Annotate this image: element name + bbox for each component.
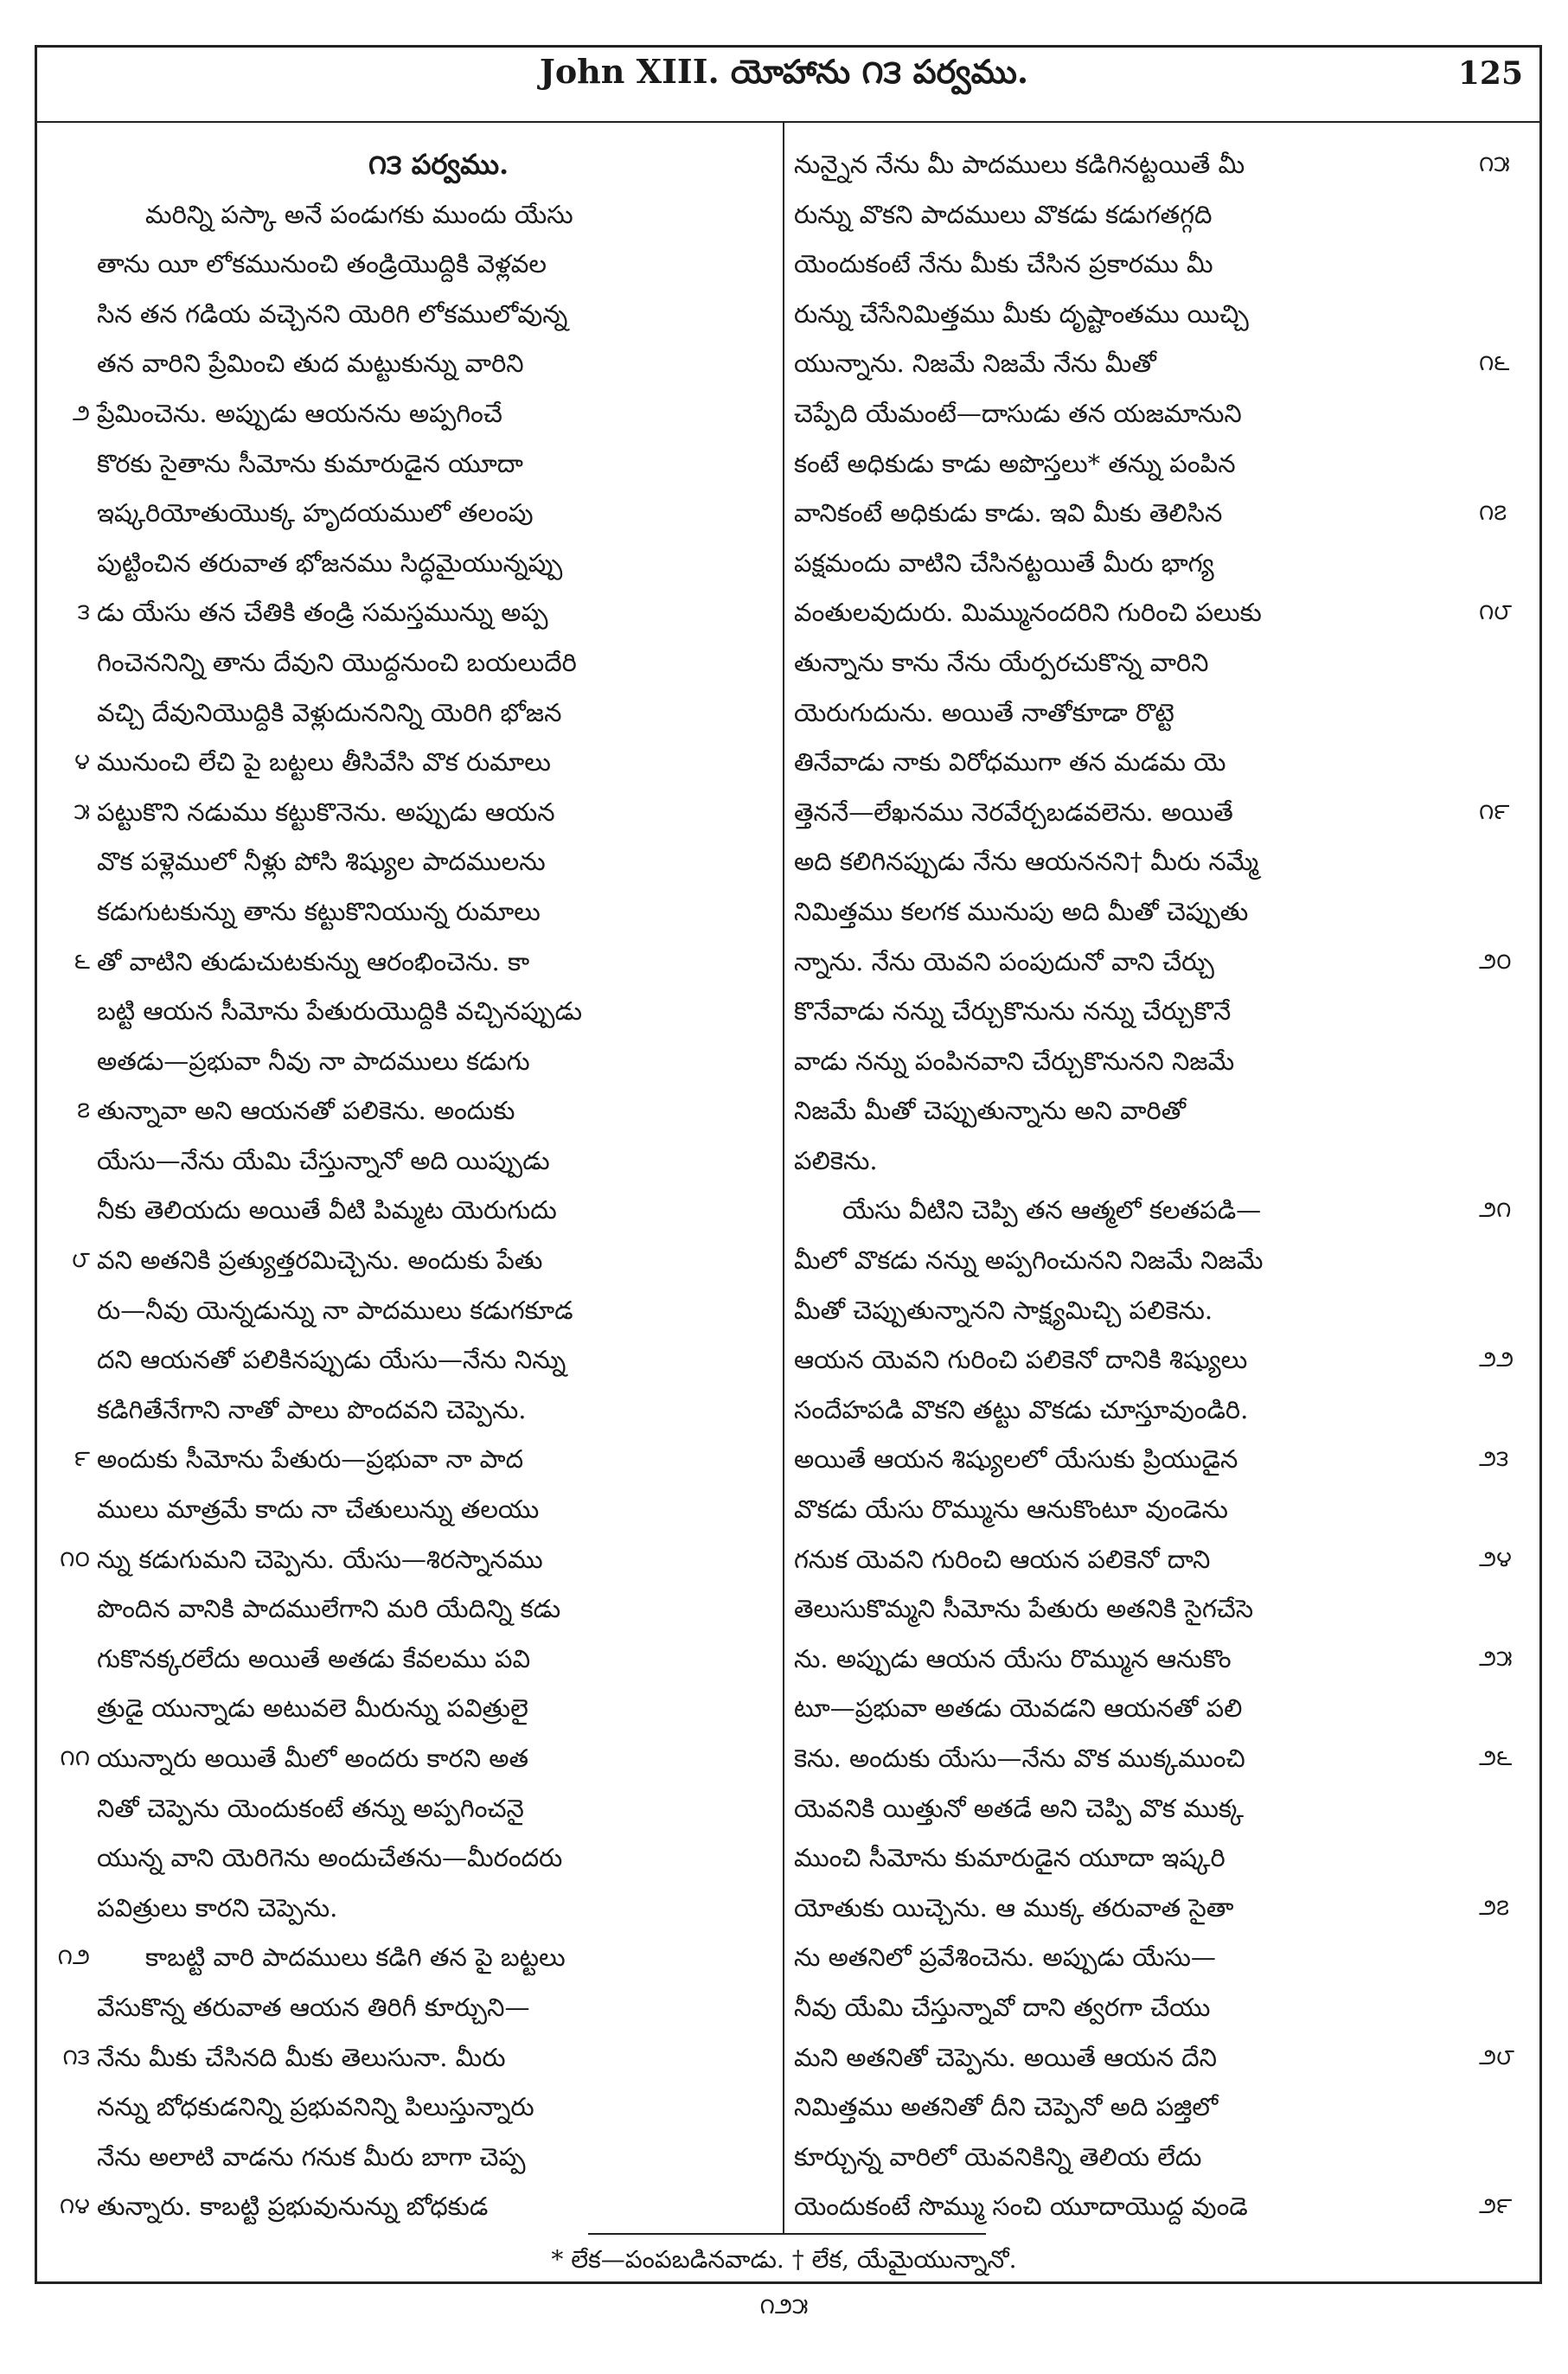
line-text: నిమిత్తము కలగక మునుపు అది మీతో చెప్పుతు xyxy=(794,896,1249,926)
line-text: అది కలిగినప్పుడు నేను ఆయననని† మీరు నమ్మే xyxy=(794,847,1259,877)
line-text: యెందుకంటే సొమ్ము సంచి యూదాయొద్ద వుండె xyxy=(794,2192,1248,2222)
text-line xyxy=(97,837,780,887)
line-text: న్నాను. నేను యెవని పంపుదునో వాని చేర్చు xyxy=(794,946,1214,976)
text-line xyxy=(794,140,1510,190)
line-text: తెలుసుకొమ్మని సీమోను పేతురు అతనికి సైగచేసె xyxy=(794,1594,1254,1624)
verse-number: ౫ xyxy=(74,798,90,825)
text-line xyxy=(794,1635,1513,1685)
left-column xyxy=(57,140,780,2232)
line-text: డు యేసు తన చేతికి తండ్రి సమస్తమున్ను అప్ప xyxy=(97,598,548,628)
text-line xyxy=(794,539,1477,589)
text-line xyxy=(57,1933,780,1983)
line-text: నిజమే మీతో చెప్పుతున్నాను అని వారితో xyxy=(794,1096,1187,1126)
text-line xyxy=(97,240,780,290)
text-line xyxy=(794,2133,1477,2183)
text-line xyxy=(97,2133,780,2183)
line-text: తాను యీ లోకమునుంచి తండ్రియొద్దికి వెళ్లవల xyxy=(97,249,547,279)
text-line xyxy=(97,439,780,490)
line-text: రున్ను చేసేనిమిత్తము మీకు దృష్టాంతము యిచ్చి xyxy=(794,298,1249,329)
text-line xyxy=(794,2083,1477,2133)
line-text: నీవు యేమి చేస్తున్నావో దాని త్వరగా చేయు xyxy=(794,1992,1211,2022)
line-text: యెరుగుదును. అయితే నాతోకూడా రొట్టె xyxy=(794,697,1174,727)
line-text: అతడు—ప్రభువా నీవు నా పాదములు కడుగు xyxy=(97,1046,530,1076)
line-text: అందుకు సీమోను పేతురు—ప్రభువా నా పాద xyxy=(97,1444,524,1475)
line-text: కాబట్టి వారి పాదములు కడిగి తన పై బట్టలు xyxy=(145,1942,566,1973)
line-text: తినేవాడు నాకు విరోధముగా తన మడమ యె xyxy=(794,747,1226,777)
line-text: వాడు నన్ను పంపినవాని చేర్చుకొనునని నిజమే xyxy=(794,1046,1235,1076)
text-line xyxy=(74,1435,780,1485)
text-line xyxy=(60,1734,780,1784)
text-line xyxy=(794,1933,1477,1983)
line-text: కెను. అందుకు యేసు—నేను వొక ముక్కముంచి xyxy=(794,1744,1245,1773)
line-text: పుట్టించిన తరువాత భోజనము సిద్ధమైయున్నప్పు xyxy=(97,547,563,578)
frame-right-rule xyxy=(1539,45,1542,2283)
line-text: టూ—ప్రభువా అతడు యెవడని ఆయనతో పలి xyxy=(794,1693,1243,1724)
line-text: నిమిత్తము అతనితో దీని చెప్పెనో అది పజ్తిలో xyxy=(794,2092,1219,2122)
text-line xyxy=(97,887,780,937)
text-line xyxy=(97,1784,780,1834)
line-text: కంటే అధికుడు కాడు అపొస్తలు* తన్ను పంపిన xyxy=(794,448,1236,478)
page-number: 125 xyxy=(1457,55,1523,92)
line-text: త్తెననే—లేఖనము నెరవేర్చబడవలెను. అయితే xyxy=(794,797,1233,827)
text-line xyxy=(59,2182,780,2232)
text-line xyxy=(97,1833,780,1884)
verse-number: ౧౭ xyxy=(1479,500,1507,527)
verse-number: ౧౫ xyxy=(1479,151,1510,177)
line-text: త్రుడై యున్నాడు అటువలె మీరున్ను పవిత్రులై xyxy=(97,1693,528,1724)
text-line xyxy=(794,1435,1509,1485)
line-text: మని అతనితో చెప్పెను. అయితే ఆయన దేని xyxy=(794,2042,1218,2072)
text-line xyxy=(794,1037,1477,1087)
signature-mark: ౧౨౫ xyxy=(759,2294,809,2320)
line-text: యేసు—నేను యేమి చేస్తున్నానో అది యిప్పుడు xyxy=(97,1145,550,1175)
verse-number: ౨౩ xyxy=(1479,1446,1509,1473)
text-line xyxy=(794,1684,1477,1734)
line-text: న్ను కడుగుమని చెప్పెను. యేసు—శిరస్నానము xyxy=(97,1544,543,1574)
text-line xyxy=(60,1535,780,1585)
line-text: యెందుకంటే నేను మీకు చేసిన ప్రకారము మీ xyxy=(794,249,1213,279)
line-text: నేను అలాటి వాడను గనుక మీరు బాగా చెప్ప xyxy=(97,2141,526,2172)
text-line xyxy=(97,489,780,539)
line-text: తో వాటిని తుడుచుటకున్ను ఆరంభించెను. కా xyxy=(97,946,530,976)
line-text: ముంచి సీమోను కుమారుడైన యూదా ఇష్కరి xyxy=(794,1843,1226,1873)
text-line xyxy=(794,887,1477,937)
line-text: కూర్చున్న వారిలో యెవనికిన్ని తెలియ లేదు xyxy=(794,2141,1202,2172)
verse-number: ౧౧ xyxy=(60,1745,90,1771)
line-text: పక్షమందు వాటిని చేసినట్టయితే మీరు భాగ్య xyxy=(794,547,1214,578)
line-text: నున్నైన నేను మీ పాదములు కడిగినట్టయితే మీ xyxy=(794,150,1245,179)
text-line xyxy=(794,2182,1513,2232)
text-line xyxy=(794,1385,1477,1436)
verse-number: ౨౯ xyxy=(1479,2193,1513,2220)
text-line xyxy=(794,389,1477,439)
footnote-rule xyxy=(588,2233,986,2235)
header-rule xyxy=(35,121,1542,123)
verse-number: ౧౮ xyxy=(1479,599,1513,626)
verse-number: ౨౬ xyxy=(1479,1745,1513,1771)
text-line xyxy=(72,1236,780,1286)
left-column-lines xyxy=(57,190,780,2232)
text-line xyxy=(97,339,780,389)
line-text: నితో చెప్పెను యెందుకంటే తన్ను అప్పగించనై xyxy=(97,1793,524,1823)
text-line xyxy=(74,788,780,838)
line-text: వంతులవుదురు. మిమ్మునందరిని గురించి పలుకు xyxy=(794,598,1262,628)
frame-top-rule xyxy=(35,45,1542,48)
text-line xyxy=(794,588,1513,638)
line-text: తన వారిని ప్రేమించి తుద మట్టుకున్ను వారిని xyxy=(97,349,524,379)
text-line xyxy=(794,1983,1477,2033)
line-text: ఇష్కరియోతుయొక్క హృదయములో తలంపు xyxy=(97,498,534,528)
text-line xyxy=(97,1983,780,2033)
line-text: యున్నాను. నిజమే నిజమే నేను మీతో xyxy=(794,349,1156,379)
verse-number: ౪ xyxy=(74,749,90,776)
verse-number: ౨౧ xyxy=(1479,1197,1512,1224)
line-text: మీలో వొకడు నన్ను అప్పగించునని నిజమే నిజమే xyxy=(794,1245,1264,1276)
text-line xyxy=(794,1485,1477,1535)
text-line xyxy=(794,1884,1509,1934)
text-line xyxy=(97,1037,780,1087)
line-text: చెప్పేది యేమంటే—దాసుడు తన యజమానుని xyxy=(794,398,1242,428)
text-line xyxy=(794,788,1510,838)
verse-number: ౧౯ xyxy=(1479,798,1510,825)
text-line xyxy=(794,2033,1514,2083)
text-line xyxy=(97,539,780,589)
line-text: తున్నాను కాను నేను యేర్పరచుకొన్న వారిని xyxy=(794,647,1209,677)
line-text: ను. అప్పుడు ఆయన యేసు రొమ్మున ఆనుకొం xyxy=(794,1643,1232,1673)
verse-number: ౨ xyxy=(72,400,90,426)
line-text: యేసు వీటిని చెప్పి తన ఆత్మలో కలతపడి— xyxy=(842,1195,1262,1225)
verse-number: ౨౮ xyxy=(1479,2044,1514,2070)
text-line xyxy=(97,638,780,688)
text-line xyxy=(794,688,1477,739)
line-text: మరిన్ని పస్కా అనే పండుగకు ముందు యేసు xyxy=(145,199,573,229)
text-line xyxy=(97,190,780,240)
line-text: పవిత్రులు కారని చెప్పెను. xyxy=(97,1892,338,1923)
line-text: యున్నారు అయితే మీలో అందరు కారని అత xyxy=(97,1744,529,1773)
text-line xyxy=(794,1186,1512,1236)
line-text: నీకు తెలియదు అయితే వీటి పిమ్మట యెరుగుదు xyxy=(97,1195,557,1225)
verse-number: ౧౨ xyxy=(57,1944,90,1971)
line-text: వానికంటే అధికుడు కాడు. ఇవి మీకు తెలిసిన xyxy=(794,498,1223,528)
line-text: మునుంచి లేచి పై బట్టలు తీసివేసి వొక రుమాలు xyxy=(97,747,551,777)
verse-number: ౨౭ xyxy=(1479,1894,1509,1921)
verse-number: ౨౨ xyxy=(1479,1347,1514,1373)
text-line xyxy=(77,588,780,638)
text-line xyxy=(97,1684,780,1734)
text-line xyxy=(97,1884,780,1934)
verse-number: ౮ xyxy=(72,1247,90,1274)
line-text: యోతుకు యిచ్చెను. ఆ ముక్క తరువాత సైతా xyxy=(794,1892,1234,1923)
text-line xyxy=(77,1086,780,1136)
line-text: అయితే ఆయన శిష్యులలో యేసుకు ప్రియుడైన xyxy=(794,1444,1238,1475)
line-text: పట్టుకొని నడుము కట్టుకొనెను. అప్పుడు ఆయన xyxy=(97,797,555,827)
text-line xyxy=(97,1335,780,1385)
line-text: సిన తన గడియ వచ్చెనని యెరిగి లోకములోవున్న xyxy=(97,298,568,329)
verse-number: ౩ xyxy=(77,599,90,626)
line-text: తున్నారు. కాబట్టి ప్రభువునున్ను బోధకుడ xyxy=(97,2192,489,2222)
text-line xyxy=(794,1335,1514,1385)
text-line xyxy=(794,489,1507,539)
text-line xyxy=(74,738,780,788)
frame-bottom-rule xyxy=(35,2281,1542,2284)
right-column xyxy=(794,140,1514,2232)
verse-number: ౨౫ xyxy=(1479,1645,1513,1672)
text-line xyxy=(97,1584,780,1635)
text-line xyxy=(794,987,1477,1037)
text-line xyxy=(97,1385,780,1436)
running-header: John XIII. యోహాను ౧౩ పర్వము. xyxy=(539,52,1029,91)
text-line xyxy=(794,937,1512,988)
text-line xyxy=(794,190,1477,240)
text-line xyxy=(794,339,1510,389)
line-text: యున్న వాని యెరిగెను అందుచేతను—మీరందరు xyxy=(97,1843,563,1873)
text-line xyxy=(794,638,1477,688)
verse-number: ౬ xyxy=(74,948,90,975)
line-text: వని అతనికి ప్రత్యుత్తరమిచ్చెను. అందుకు పేతు xyxy=(97,1245,543,1276)
verse-number: ౨౦ xyxy=(1479,948,1512,975)
chapter-heading: ౧౩ పర్వము. xyxy=(368,148,509,181)
text-line xyxy=(794,1784,1477,1834)
line-text: రు—నీవు యెన్నడున్ను నా పాదములు కడుగకూడ xyxy=(97,1295,573,1325)
text-line xyxy=(97,290,780,340)
text-line xyxy=(97,1485,780,1535)
text-line xyxy=(97,1286,780,1336)
line-text: వొక పళ్లెములో నీళ్లు పోసి శిష్యుల పాదములను xyxy=(97,847,546,877)
text-line xyxy=(794,1535,1512,1585)
line-text: రున్ను వొకని పాదములు వొకడు కడుగతగ్గది xyxy=(794,199,1213,229)
text-line xyxy=(794,439,1477,490)
text-line xyxy=(794,1584,1477,1635)
line-text: గించెననిన్ని తాను దేవుని యొద్దనుంచి బయలుదేరి xyxy=(97,647,577,677)
text-line xyxy=(97,1186,780,1236)
line-text: ఆయన యెవని గురించి పలికెనో దానికి శిష్యులు xyxy=(794,1345,1248,1375)
line-text: కడుగుటకున్ను తాను కట్టుకొనియున్న రుమాలు xyxy=(97,896,541,926)
text-line xyxy=(794,240,1477,290)
line-text: ప్రేమించెను. అప్పుడు ఆయనను అప్పగించే xyxy=(97,398,502,428)
line-text: తున్నావా అని ఆయనతో పలికెను. అందుకు xyxy=(97,1096,515,1126)
line-text: దని ఆయనతో పలికినప్పుడు యేసు—నేను నిన్ను xyxy=(97,1345,566,1375)
text-line xyxy=(97,2083,780,2133)
verse-number: ౧౬ xyxy=(1479,350,1510,377)
verse-number: ౧౦ xyxy=(60,1545,90,1572)
verse-number: ౯ xyxy=(74,1446,90,1473)
text-line xyxy=(794,1086,1477,1136)
text-line xyxy=(794,290,1477,340)
line-text: సందేహపడి వొకని తట్టు వొకడు చూస్తూవుండిరి. xyxy=(794,1394,1249,1424)
line-text: వచ్చి దేవునియొద్దికి వెళ్లుదుననిన్ని యెరిగి భోజన xyxy=(97,697,562,727)
text-line xyxy=(62,2033,780,2083)
text-line xyxy=(794,1286,1477,1336)
line-text: ములు మాత్రమే కాదు నా చేతులున్ను తలయు xyxy=(97,1494,540,1525)
text-line xyxy=(794,1734,1513,1784)
right-column-lines xyxy=(794,140,1514,2232)
text-line xyxy=(794,1833,1477,1884)
footnote: * లేక—పంపబడినవాడు. † లేక, యేమైయున్నానో. xyxy=(551,2245,1017,2274)
text-line xyxy=(97,688,780,739)
text-line xyxy=(794,1136,1477,1187)
line-text: వొకడు యేసు రొమ్మును ఆనుకొంటూ వుండెను xyxy=(794,1494,1228,1525)
verse-number: ౧౪ xyxy=(59,2193,90,2220)
line-text: నన్ను బోధకుడనిన్ని ప్రభువనిన్ని పిలుస్తున్నారు xyxy=(97,2092,534,2122)
line-text: పొందిన వానికి పాదములేగాని మరి యేదిన్ని కడు xyxy=(97,1594,561,1624)
line-text: కొరకు సైతాను సీమోను కుమారుడైన యూదా xyxy=(97,448,523,478)
text-line xyxy=(794,738,1477,788)
verse-number: ౭ xyxy=(77,1097,90,1124)
line-text: కడిగితేనేగాని నాతో పాలు పొందవని చెప్పెను. xyxy=(97,1394,527,1424)
line-text: నేను మీకు చేసినది మీకు తెలుసునా. మీరు xyxy=(97,2042,506,2072)
text-line xyxy=(794,837,1477,887)
line-text: ను అతనిలో ప్రవేశించెను. అప్పుడు యేసు— xyxy=(794,1942,1216,1973)
column-divider xyxy=(783,123,784,2233)
text-line xyxy=(97,987,780,1037)
text-line xyxy=(74,937,780,988)
text-line xyxy=(97,1635,780,1685)
text-line xyxy=(72,389,780,439)
line-text: యెవనికి యిత్తునో అతడే అని చెప్పి వొక ముక్క xyxy=(794,1793,1245,1823)
verse-number: ౧౩ xyxy=(62,2044,90,2070)
line-text: మీతో చెప్పుతున్నానని సాక్ష్యమిచ్చి పలికెను. xyxy=(794,1295,1213,1325)
line-text: గనుక యెవని గురించి ఆయన పలికెనో దాని xyxy=(794,1544,1211,1574)
line-text: కొనేవాడు నన్ను చేర్చుకొనును నన్ను చేర్చుకొనే xyxy=(794,996,1232,1027)
text-line xyxy=(794,1236,1477,1286)
line-text: వేసుకొన్న తరువాత ఆయన తిరిగీ కూర్చుని— xyxy=(97,1992,530,2022)
line-text: బట్టి ఆయన సీమోను పేతురుయొద్దికి వచ్చినప్పుడు xyxy=(97,996,583,1027)
line-text: పలికెను. xyxy=(794,1145,878,1175)
text-line xyxy=(97,1136,780,1187)
line-text: గుకొనక్కరలేదు అయితే అతడు కేవలము పవి xyxy=(97,1643,531,1673)
verse-number: ౨౪ xyxy=(1479,1545,1512,1572)
